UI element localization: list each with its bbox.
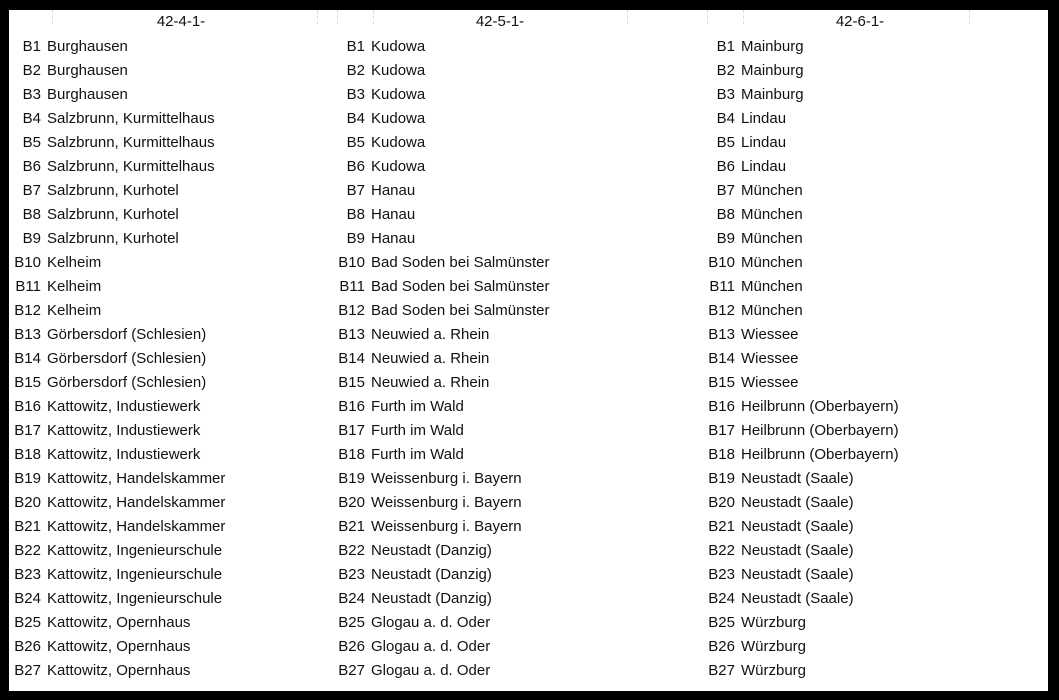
row-place: Kudowa <box>371 86 426 103</box>
row-place: Kudowa <box>371 158 426 175</box>
row-place: München <box>741 278 803 295</box>
row-place: Neuwied a. Rhein <box>371 350 490 367</box>
row-code: B4 <box>22 110 41 127</box>
row-code: B5 <box>22 134 41 151</box>
row-code: B24 <box>708 590 735 607</box>
row-code: B22 <box>338 542 365 559</box>
row-place: Hanau <box>371 182 416 199</box>
row-code: B12 <box>14 302 41 319</box>
row-place: Kattowitz, Ingenieurschule <box>47 542 223 559</box>
row-code: B18 <box>14 446 41 463</box>
row-place: München <box>741 302 803 319</box>
row-place: Neustadt (Saale) <box>741 542 854 559</box>
row-place: Burghausen <box>47 38 128 55</box>
column-title: 42-6-1- <box>835 13 885 30</box>
row-code: B19 <box>338 470 365 487</box>
row-place: Furth im Wald <box>371 398 464 415</box>
row-place: München <box>741 182 803 199</box>
row-place: Wiessee <box>741 374 799 391</box>
row-place: Kattowitz, Industiewerk <box>47 422 201 439</box>
row-code: B8 <box>22 206 41 223</box>
column-title: 42-5-1- <box>475 13 525 30</box>
row-code: B8 <box>346 206 365 223</box>
row-code: B4 <box>346 110 365 127</box>
row-code: B1 <box>716 38 735 55</box>
row-place: Kattowitz, Ingenieurschule <box>47 566 223 583</box>
row-place: Burghausen <box>47 62 128 79</box>
row-place: Kudowa <box>371 62 426 79</box>
row-place: Kattowitz, Opernhaus <box>47 638 191 655</box>
row-place: Neuwied a. Rhein <box>371 326 490 343</box>
row-code: B7 <box>22 182 41 199</box>
row-code: B6 <box>22 158 41 175</box>
row-code: B16 <box>708 398 735 415</box>
row-code: B23 <box>14 566 41 583</box>
row-code: B6 <box>716 158 735 175</box>
row-place: Neustadt (Danzig) <box>371 542 492 559</box>
row-code: B9 <box>22 230 41 247</box>
row-code: B16 <box>338 398 365 415</box>
row-place: Bad Soden bei Salmünster <box>371 278 550 295</box>
row-code: B2 <box>346 62 365 79</box>
row-code: B14 <box>14 350 41 367</box>
row-place: Kattowitz, Opernhaus <box>47 614 191 631</box>
row-code: B19 <box>708 470 735 487</box>
spreadsheet-sheet <box>9 10 1048 691</box>
row-code: B26 <box>338 638 365 655</box>
row-code: B12 <box>338 302 365 319</box>
row-place: Neuwied a. Rhein <box>371 374 490 391</box>
row-code: B4 <box>716 110 735 127</box>
row-place: Lindau <box>741 158 787 175</box>
row-code: B26 <box>14 638 41 655</box>
row-place: Kelheim <box>47 254 102 271</box>
row-code: B27 <box>14 662 41 679</box>
row-place: Salzbrunn, Kurhotel <box>47 206 179 223</box>
row-code: B13 <box>14 326 41 343</box>
row-place: Hanau <box>371 230 416 247</box>
row-place: Salzbrunn, Kurmittelhaus <box>47 110 215 127</box>
row-code: B7 <box>716 182 735 199</box>
row-place: Würzburg <box>741 638 807 655</box>
row-code: B23 <box>338 566 365 583</box>
row-place: Neustadt (Saale) <box>741 470 854 487</box>
row-place: Neustadt (Saale) <box>741 518 854 535</box>
row-place: Weissenburg i. Bayern <box>371 494 522 511</box>
row-code: B22 <box>708 542 735 559</box>
row-code: B7 <box>346 182 365 199</box>
row-place: Kudowa <box>371 134 426 151</box>
row-place: Kattowitz, Ingenieurschule <box>47 590 223 607</box>
column-title: 42-4-1- <box>156 13 206 30</box>
row-code: B20 <box>338 494 365 511</box>
row-place: Mainburg <box>741 62 804 79</box>
row-place: Bad Soden bei Salmünster <box>371 254 550 271</box>
row-place: Neustadt (Danzig) <box>371 590 492 607</box>
row-place: Glogau a. d. Oder <box>371 638 491 655</box>
row-place: Heilbrunn (Oberbayern) <box>741 446 899 463</box>
row-code: B15 <box>14 374 41 391</box>
row-place: Würzburg <box>741 614 807 631</box>
row-place: Kattowitz, Handelskammer <box>47 518 226 535</box>
row-code: B25 <box>338 614 365 631</box>
row-place: Heilbrunn (Oberbayern) <box>741 422 899 439</box>
row-place: Kelheim <box>47 302 102 319</box>
row-code: B17 <box>14 422 41 439</box>
row-place: Salzbrunn, Kurmittelhaus <box>47 158 215 175</box>
row-code: B14 <box>708 350 735 367</box>
row-code: B21 <box>708 518 735 535</box>
row-place: Weissenburg i. Bayern <box>371 470 522 487</box>
row-code: B13 <box>338 326 365 343</box>
row-code: B20 <box>14 494 41 511</box>
row-code: B15 <box>338 374 365 391</box>
row-place: Salzbrunn, Kurhotel <box>47 230 179 247</box>
row-code: B21 <box>14 518 41 535</box>
row-place: Kattowitz, Opernhaus <box>47 662 191 679</box>
row-code: B14 <box>338 350 365 367</box>
row-code: B16 <box>14 398 41 415</box>
row-place: Neustadt (Saale) <box>741 590 854 607</box>
row-place: Kelheim <box>47 278 102 295</box>
row-place: Wiessee <box>741 350 799 367</box>
row-code: B18 <box>708 446 735 463</box>
row-place: Bad Soden bei Salmünster <box>371 302 550 319</box>
row-place: Salzbrunn, Kurhotel <box>47 182 179 199</box>
row-code: B1 <box>346 38 365 55</box>
row-code: B12 <box>708 302 735 319</box>
row-code: B2 <box>22 62 41 79</box>
row-code: B8 <box>716 206 735 223</box>
row-code: B25 <box>14 614 41 631</box>
row-place: Mainburg <box>741 38 804 55</box>
row-code: B3 <box>346 86 365 103</box>
row-code: B22 <box>14 542 41 559</box>
row-code: B10 <box>14 254 41 271</box>
row-place: Lindau <box>741 110 787 127</box>
row-place: Weissenburg i. Bayern <box>371 518 522 535</box>
row-place: Burghausen <box>47 86 128 103</box>
row-place: Heilbrunn (Oberbayern) <box>741 398 899 415</box>
row-place: Mainburg <box>741 86 804 103</box>
row-place: Neustadt (Saale) <box>741 566 854 583</box>
row-place: München <box>741 230 803 247</box>
row-code: B3 <box>22 86 41 103</box>
row-place: München <box>741 206 803 223</box>
row-place: Kattowitz, Industiewerk <box>47 446 201 463</box>
row-place: Lindau <box>741 134 787 151</box>
row-place: Wiessee <box>741 326 799 343</box>
row-code: B17 <box>338 422 365 439</box>
row-code: B11 <box>339 278 365 295</box>
row-place: Salzbrunn, Kurmittelhaus <box>47 134 215 151</box>
row-place: Glogau a. d. Oder <box>371 662 491 679</box>
row-code: B19 <box>14 470 41 487</box>
row-code: B15 <box>708 374 735 391</box>
row-code: B17 <box>708 422 735 439</box>
row-place: Hanau <box>371 206 416 223</box>
row-code: B20 <box>708 494 735 511</box>
row-place: Furth im Wald <box>371 422 464 439</box>
row-code: B26 <box>708 638 735 655</box>
row-place: Glogau a. d. Oder <box>371 614 491 631</box>
row-code: B6 <box>346 158 365 175</box>
row-code: B10 <box>338 254 365 271</box>
row-place: Görbersdorf (Schlesien) <box>47 326 207 343</box>
row-code: B27 <box>708 662 735 679</box>
row-code: B9 <box>346 230 365 247</box>
row-code: B10 <box>708 254 735 271</box>
row-code: B23 <box>708 566 735 583</box>
row-place: Neustadt (Danzig) <box>371 566 492 583</box>
row-code: B27 <box>338 662 365 679</box>
row-place: Görbersdorf (Schlesien) <box>47 374 207 391</box>
row-place: Görbersdorf (Schlesien) <box>47 350 207 367</box>
row-code: B25 <box>708 614 735 631</box>
row-code: B21 <box>338 518 365 535</box>
row-place: Kattowitz, Industiewerk <box>47 398 201 415</box>
row-place: München <box>741 254 803 271</box>
row-code: B24 <box>338 590 365 607</box>
row-code: B5 <box>346 134 365 151</box>
row-place: Würzburg <box>741 662 807 679</box>
row-code: B5 <box>716 134 735 151</box>
row-place: Kattowitz, Handelskammer <box>47 470 226 487</box>
row-place: Neustadt (Saale) <box>741 494 854 511</box>
row-place: Kudowa <box>371 110 426 127</box>
row-place: Kudowa <box>371 38 426 55</box>
row-code: B11 <box>709 278 735 295</box>
row-code: B2 <box>716 62 735 79</box>
row-code: B3 <box>716 86 735 103</box>
row-code: B24 <box>14 590 41 607</box>
row-place: Furth im Wald <box>371 446 464 463</box>
row-code: B1 <box>22 38 41 55</box>
row-code: B18 <box>338 446 365 463</box>
row-code: B9 <box>716 230 735 247</box>
row-code: B13 <box>708 326 735 343</box>
row-code: B11 <box>15 278 41 295</box>
row-place: Kattowitz, Handelskammer <box>47 494 226 511</box>
